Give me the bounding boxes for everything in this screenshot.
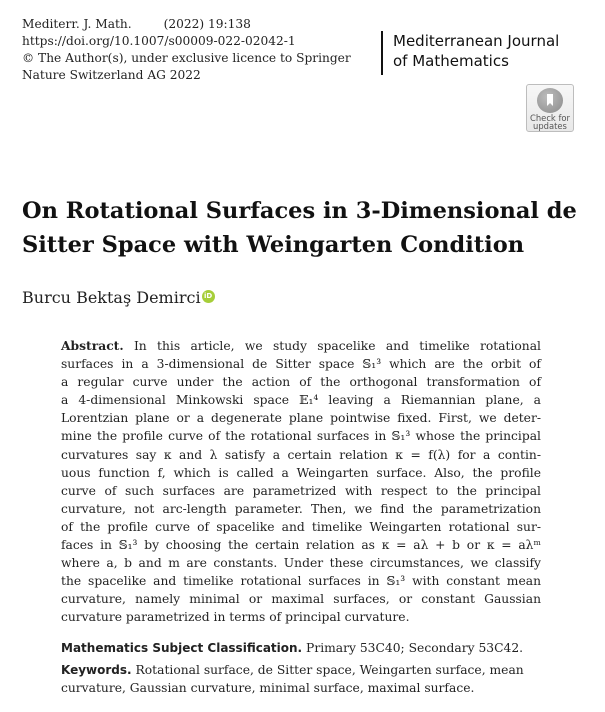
author-name[interactable]: Burcu Bektaş Demirci	[22, 288, 201, 307]
keywords-label: Keywords.	[61, 663, 132, 677]
abstract-line	[61, 608, 541, 626]
abstract-line	[61, 464, 541, 482]
abstract-label: Abstract.	[61, 338, 124, 353]
abstract-line	[61, 482, 541, 500]
msc-classification	[61, 639, 581, 657]
abstract-line	[61, 572, 541, 590]
check-for-updates-label	[530, 114, 570, 131]
keywords-line	[61, 661, 541, 679]
msc-label: Mathematics Subject Classification.	[61, 641, 303, 655]
abstract-text: curvature, not arc-length parameter. Then, we find the parametrization	[61, 501, 541, 516]
check-for-updates-icon	[537, 88, 563, 113]
abstract-text: curvature, namely minimal or maximal surfaces, or constant Gaussian	[61, 592, 541, 607]
abstract-line	[61, 427, 541, 445]
journal-name-line: of Mathematics	[393, 52, 509, 70]
title-line: On Rotational Surfaces in 3-Dimensional de	[22, 198, 577, 224]
keywords-line: curvature, Gaussian curvature, minimal surface, maximal surface.	[61, 681, 475, 695]
article-number: (2022) 19:138	[163, 17, 251, 31]
abstract-text: mine the profile curve of the rotational surfaces in 𝕊₁³ whose the principal	[61, 429, 541, 444]
abstract-text: where a, b and m are constants. Under these circumstances, we classify	[61, 556, 541, 571]
abstract-line	[61, 391, 541, 409]
title-line: Sitter Space with Weingarten Condition	[22, 232, 525, 258]
keywords-text: Rotational surface, de Sitter space, Weingarten surface, mean	[135, 663, 524, 677]
abstract-line	[61, 590, 541, 608]
author-name-block	[22, 287, 215, 309]
citation-block	[22, 16, 372, 84]
abstract-line	[61, 355, 541, 373]
keywords	[61, 661, 541, 697]
doi-link[interactable]: https://doi.org/10.1007/s00009-022-02042-1	[22, 34, 296, 48]
abstract	[61, 337, 541, 627]
abstract-text: surfaces in a 3-dimensional de Sitter space 𝕊₁³ which are the orbit of	[61, 357, 541, 372]
check-for-updates-line: Check for	[530, 112, 570, 123]
copyright-line: © The Author(s), under exclusive licence to Springer	[22, 51, 351, 65]
abstract-text: Lorentzian plane or a degenerate plane pointwise fixed. First, we deter-	[61, 411, 541, 426]
abstract-text: a regular curve under the action of the orthogonal transformation of	[61, 375, 541, 390]
orcid-icon[interactable]: iD	[202, 290, 215, 303]
abstract-line	[61, 536, 541, 554]
journal-citation: Mediterr. J. Math.	[22, 17, 132, 31]
abstract-text: curvatures say κ and λ satisfy a certain relation κ = f(λ) for a contin-	[61, 447, 541, 462]
abstract-text: curvature parametrized in terms of principal curvature.	[61, 610, 410, 625]
abstract-text: faces in 𝕊₁³ by choosing the certain relation as κ = aλ + b or κ = aλᵐ	[61, 538, 541, 553]
abstract-text: the spacelike and timelike rotational surfaces in 𝕊₁³ with constant mean	[61, 574, 541, 589]
abstract-line	[61, 554, 541, 572]
abstract-line	[61, 446, 541, 464]
abstract-text: uous function f, which is called a Weingarten surface. Also, the profile	[61, 465, 541, 480]
abstract-line	[61, 373, 541, 391]
msc-codes: Primary 53C40; Secondary 53C42.	[306, 641, 524, 655]
abstract-text: curve of such surfaces are parametrized with respect to the principal	[61, 483, 541, 498]
abstract-text: a 4-dimensional Minkowski space 𝔼₁⁴ leaving a Riemannian plane, a	[61, 393, 541, 408]
abstract-text: of the profile curve of spacelike and timelike Weingarten rotational sur-	[61, 519, 541, 534]
abstract-line	[61, 518, 541, 536]
abstract-text: In this article, we study spacelike and timelike rotational	[133, 339, 541, 353]
check-for-updates-button[interactable]	[526, 84, 574, 132]
abstract-line	[61, 409, 541, 427]
citation-line	[22, 16, 372, 33]
journal-name	[381, 31, 559, 75]
copyright-line: Nature Switzerland AG 2022	[22, 68, 201, 82]
abstract-line	[61, 337, 541, 355]
abstract-line	[61, 500, 541, 518]
article-title	[22, 194, 592, 262]
journal-name-line: Mediterranean Journal	[393, 32, 560, 50]
check-for-updates-line: updates	[533, 121, 567, 132]
